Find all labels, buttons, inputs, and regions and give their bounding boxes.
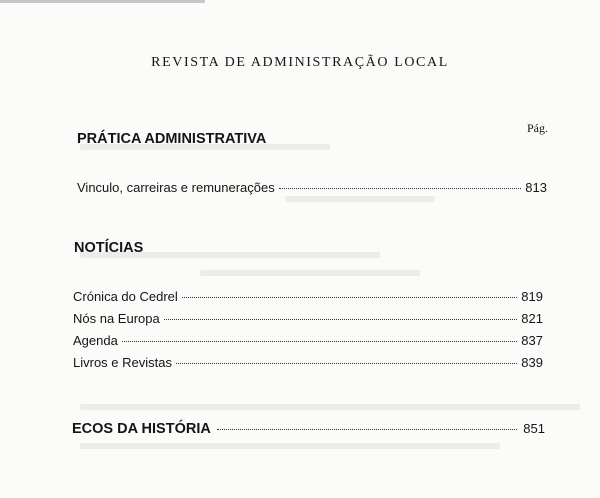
toc-entry-page: 839 <box>521 355 543 370</box>
dot-leader <box>164 318 518 320</box>
toc-entry-label: Nós na Europa <box>73 311 160 326</box>
page-column-label: Pág. <box>527 121 548 135</box>
toc-entry-page: 819 <box>521 289 543 304</box>
dot-leader <box>217 428 517 430</box>
dot-leader <box>279 187 522 189</box>
journal-title: REVISTA DE ADMINISTRAÇÃO LOCAL <box>151 55 449 70</box>
bleed-through <box>285 196 435 202</box>
toc-entry[interactable] <box>73 355 543 370</box>
toc-entry-label: Crónica do Cedrel <box>73 289 178 304</box>
bleed-through <box>80 404 580 410</box>
section-title-ecos-da-historia: ECOS DA HISTÓRIA <box>72 421 211 437</box>
bleed-through <box>200 270 420 276</box>
dot-leader <box>122 340 517 342</box>
toc-entry-page: 821 <box>521 311 543 326</box>
toc-entry[interactable] <box>73 311 543 326</box>
bleed-through <box>80 443 500 449</box>
dot-leader <box>176 362 517 364</box>
toc-entry-label: Vinculo, carreiras e remunerações <box>77 180 275 195</box>
toc-entry-ecos-da-historia[interactable] <box>72 421 545 437</box>
toc-entry-page: 813 <box>525 180 547 195</box>
toc-entry[interactable] <box>73 289 543 304</box>
section-title-noticias: NOTÍCIAS <box>74 240 144 256</box>
toc-entry[interactable] <box>73 333 543 348</box>
toc-entry-page: 837 <box>521 333 543 348</box>
toc-entry-label: Agenda <box>73 333 118 348</box>
toc-entry-label: Livros e Revistas <box>73 355 172 370</box>
top-rule <box>0 0 205 3</box>
toc-entry-page: 851 <box>523 421 545 436</box>
toc-entry[interactable] <box>77 180 547 195</box>
dot-leader <box>182 296 518 298</box>
section-title-pratica-administrativa: PRÁTICA ADMINISTRATIVA <box>77 131 267 147</box>
